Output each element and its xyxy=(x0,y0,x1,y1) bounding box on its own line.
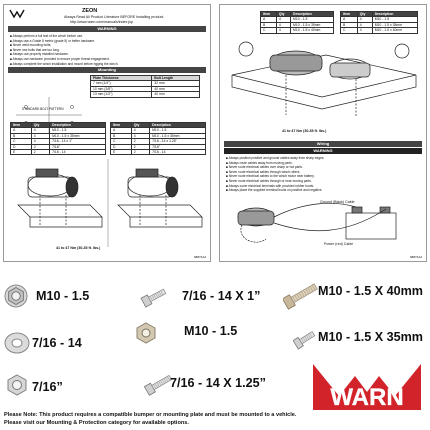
table-cell: A xyxy=(261,17,277,22)
table-header: Item xyxy=(11,123,32,128)
wiring-diagram xyxy=(226,195,422,255)
table-cell: 40 mm xyxy=(152,86,200,91)
warning-item: ■ Always use properly installed hardware. xyxy=(10,52,204,57)
table-cell: M10 - 1.5 xyxy=(291,17,334,22)
table-cell: 4 xyxy=(276,17,290,22)
warning-item: ■ Always use hardware provided to ensure proper thread engagement. xyxy=(10,57,204,62)
long-bolt-icon xyxy=(283,280,319,310)
warning-item: ■ Never route electrical cables over sharp or hot parts. xyxy=(226,165,420,170)
warning-item: ■ Always complete the winch installation and mount before rigging the winch. xyxy=(10,62,204,67)
warning-item: ■ Always place the supplied terminal boots on positive and negative. xyxy=(226,188,420,193)
table-header: Plate Thickness xyxy=(91,76,152,81)
table-cell: 4 xyxy=(31,139,49,144)
table-cell: 4 xyxy=(31,128,49,133)
table-cell: 7/16" xyxy=(150,144,206,149)
table-cell: 2 xyxy=(31,144,49,149)
warning-item: ■ Always route cables away from moving parts. xyxy=(226,161,420,166)
warning-item: ■ Always use a Grade 8 metric (grade 5) or better hardware. xyxy=(10,39,204,44)
torque-caption: 41 to 47 Nm (30-35 ft. lbs.) xyxy=(282,129,327,133)
table-header: Qty xyxy=(31,123,49,128)
warn-brand-mark-icon xyxy=(8,8,68,19)
warn-logo-text: WARN xyxy=(330,384,404,411)
table-header: Item xyxy=(261,12,277,17)
power-cable-label: Power (red) Cable xyxy=(324,242,354,246)
table-cell: 32 mm xyxy=(152,81,200,86)
warning-item: ■ Never route electrical cables to the winch motor near battery. xyxy=(226,174,420,179)
table-cell: 10 mm (3/8") xyxy=(91,86,152,91)
table-cell: 4 xyxy=(357,22,372,27)
hardware-table-d xyxy=(340,11,418,34)
hardware-label: 7/16” xyxy=(32,380,63,394)
left-instruction-sheet xyxy=(3,4,211,262)
manual-url: http://www.warn.com/manuals/index.jsp xyxy=(70,20,133,24)
warning-item: ■ Always cover electrical terminals with provided rubber boots. xyxy=(226,184,420,189)
table-cell: 4 xyxy=(131,128,149,133)
warn-logo xyxy=(311,362,423,412)
table-cell: C xyxy=(111,139,132,144)
hex-nut-icon xyxy=(6,374,28,396)
washer-icon xyxy=(4,332,30,354)
table-cell: M10 - 1.5 x 35mm xyxy=(372,22,417,27)
table-cell: 4 xyxy=(276,22,290,27)
hardware-label: 7/16 - 14 X 1.25” xyxy=(170,376,266,390)
hardware-label: M10 - 1.5 X 40mm xyxy=(318,284,423,298)
table-cell: 40 mm xyxy=(152,92,200,97)
flange-nut-icon xyxy=(4,284,28,308)
table-header: Description xyxy=(50,123,106,128)
warning-item: ■ Never route electrical cables through winch rollers. xyxy=(226,170,420,175)
table-cell: 7/16" xyxy=(50,144,106,149)
table-row xyxy=(261,28,334,33)
hardware-table-b xyxy=(110,122,206,155)
table-cell: 7/16 - 14 x 1.25" xyxy=(150,139,206,144)
warning-bar: WARNING xyxy=(8,26,206,32)
table-cell: B xyxy=(341,22,358,27)
hardware-table-a xyxy=(10,122,106,155)
hardware-label: M10 - 1.5 X 35mm xyxy=(318,330,423,344)
torque-caption: 41 to 47 Nm (30-35 ft. lbs.) xyxy=(56,246,101,250)
table-cell: M10 - 1.5 x 35mm xyxy=(50,133,106,138)
ground-cable-label: Ground (Black) Cable xyxy=(320,200,355,204)
table-cell: C xyxy=(341,28,358,33)
table-cell: B xyxy=(111,133,132,138)
wiring-warning-list xyxy=(226,156,420,193)
table-header: Qty xyxy=(357,12,372,17)
table-header: Description xyxy=(150,123,206,128)
winch-mounting-drawing xyxy=(10,155,206,251)
table-cell: B xyxy=(261,22,277,27)
table-cell: A xyxy=(111,128,132,133)
table-cell: E xyxy=(111,150,132,155)
table-cell: M10 - 1.5 xyxy=(372,17,417,22)
table-cell: D xyxy=(111,144,132,149)
table-cell: E xyxy=(11,150,32,155)
document-id: 98874A2 xyxy=(409,255,422,259)
table-cell: 2 xyxy=(131,150,149,155)
warning-item: ■ Never route electrical cables through or near moving parts. xyxy=(226,179,420,184)
table-cell: 7/16 - 14 xyxy=(150,150,206,155)
warning-item: ■ Always perform a full test of the winch before use. xyxy=(10,34,204,39)
hex-bolt-icon xyxy=(140,286,168,308)
wiring-section-bar: Wiring xyxy=(224,141,422,147)
thickness-table xyxy=(90,75,200,98)
table-cell: D xyxy=(11,144,32,149)
table-cell: M10 - 1.5 x 35mm xyxy=(291,22,334,27)
table-cell: 2 xyxy=(31,150,49,155)
table-cell: M10 - 1.5 xyxy=(50,128,106,133)
table-cell: C xyxy=(11,139,32,144)
hardware-label: 7/16 - 14 xyxy=(32,336,82,350)
warning-item: ■ Never use bolts that are too long. xyxy=(10,48,204,53)
table-cell: M10 - 1.5 x 35mm xyxy=(150,133,206,138)
hardware-table-c xyxy=(260,11,334,34)
table-cell: 4 xyxy=(31,133,49,138)
table-header: Item xyxy=(111,123,132,128)
table-cell: 4 xyxy=(357,17,372,22)
winch-bolt-drawing xyxy=(226,35,422,127)
table-header: Item xyxy=(341,12,358,17)
table-cell: C xyxy=(261,28,277,33)
warning-item: ■ Never weld mounting bolts. xyxy=(10,43,204,48)
table-cell: A xyxy=(341,17,358,22)
table-row xyxy=(91,92,200,97)
hardware-label: 7/16 - 14 X 1” xyxy=(182,289,261,303)
warning-bar: WARNING xyxy=(224,148,422,154)
right-instruction-sheet xyxy=(219,4,427,262)
hardware-label: M10 - 1.5 xyxy=(36,289,90,303)
table-cell: M10 - 1.5 x 40mm xyxy=(372,28,417,33)
table-cell: 7/16 - 14 xyxy=(50,150,106,155)
table-cell: 2 xyxy=(131,139,149,144)
warning-list xyxy=(10,34,204,66)
table-row xyxy=(341,28,418,33)
bolt-pattern-caption: STANDARD BOLT PATTERN xyxy=(22,107,64,111)
mounting-section-bar: Mounting xyxy=(8,67,206,73)
table-cell: 2 xyxy=(131,144,149,149)
literature-notice: Always Read All Product Literature BEFORE Installing product. xyxy=(64,15,165,19)
table-cell: A xyxy=(11,128,32,133)
table-cell: 4 xyxy=(357,28,372,33)
compatibility-note: Please Note: This product requires a compatible bumper or mounting plate and must be mounted to a vehicle. xyxy=(4,412,297,418)
table-header: Qty xyxy=(131,123,149,128)
warning-item: ■ Always position positive and ground cables away from sharp edges. xyxy=(226,156,420,161)
table-cell: 4 xyxy=(276,28,290,33)
table-cell: 13 mm (1/2") xyxy=(91,92,152,97)
category-note: Please visit our Mounting & Protection category for available options. xyxy=(4,420,189,426)
table-cell: 4 xyxy=(131,133,149,138)
hardware-label: M10 - 1.5 xyxy=(184,324,238,338)
table-header: Description xyxy=(291,12,334,17)
table-header: Description xyxy=(372,12,417,17)
table-header: Bolt Length xyxy=(152,76,200,81)
table-cell: 7 mm (1/4") xyxy=(91,81,152,86)
table-cell: M10 - 1.5 xyxy=(150,128,206,133)
product-title: ZEON xyxy=(82,8,98,14)
document-id: 98874A2 xyxy=(193,255,206,259)
nylock-nut-icon xyxy=(135,322,157,346)
bolt-icon xyxy=(293,328,317,350)
table-cell: 7/16 - 14 x 1" xyxy=(50,139,106,144)
table-header: Qty xyxy=(276,12,290,17)
table-cell: B xyxy=(11,133,32,138)
table-cell: M10 - 1.5 x 40mm xyxy=(291,28,334,33)
